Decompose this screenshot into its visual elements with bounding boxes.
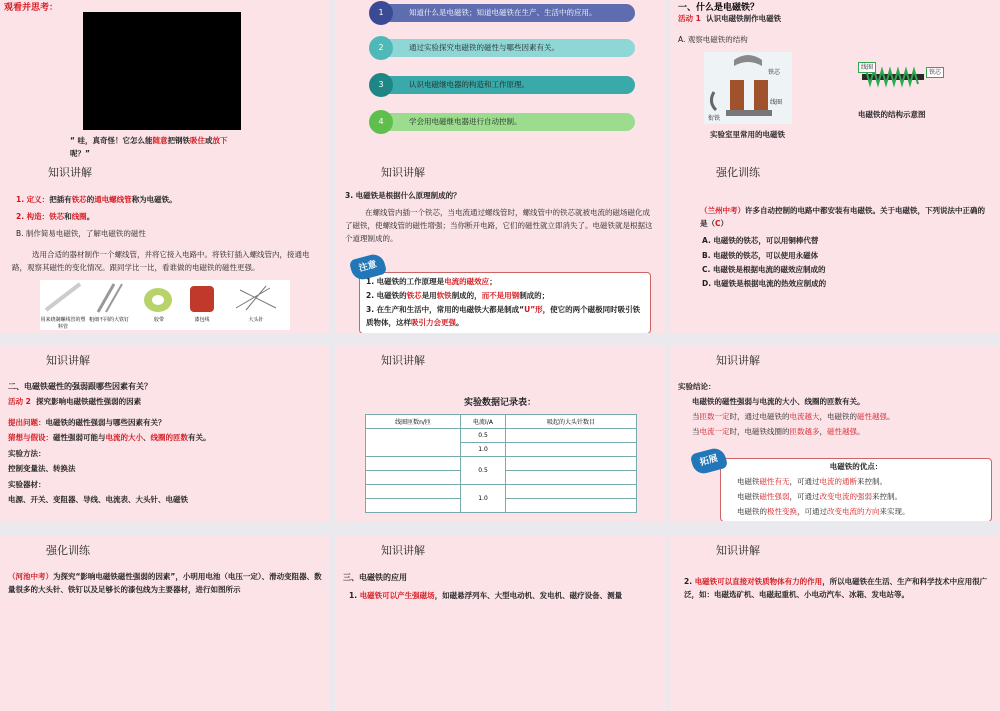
label-coil-diagram: 线圈 (858, 62, 876, 73)
option-c[interactable]: C. 电磁铁是根据电流的磁效应制成的 (702, 265, 826, 274)
objective-number: 3 (369, 73, 393, 97)
objective-text: 学会用电磁继电器进行自动控制。 (409, 117, 522, 126)
slide-title: 知识讲解 (46, 354, 90, 367)
objective-number: 1 (369, 1, 393, 25)
materials-strip (40, 280, 290, 330)
conclusion-2: 当匝数一定时，通过电磁铁的电流越大，电磁铁的磁性越强。 (692, 412, 895, 421)
question: （河池中考）为探究“影响电磁铁磁性强弱的因素”，小明用电池（电压一定）、滑动变阻器、数量很多的大头针、铁钉以及足够长的漆包线为主要器材，进行如图所示 (8, 572, 322, 594)
caption-nails: 粗细不同的大铁钉 (88, 317, 129, 323)
slide-6 (670, 158, 1000, 333)
advantages-box (720, 458, 992, 521)
table-caption: 实验数据记录表： (463, 398, 536, 408)
advantage-2: 电磁铁磁性强弱，可通过改变电流的强弱来控制。 (737, 492, 902, 501)
advantage-1: 电磁铁磁性有无，可通过电流的通断来控制。 (737, 477, 887, 486)
slide-9 (670, 346, 1000, 521)
instructions: 选用合适的器材制作一个螺线管，并将它接入电路中。将铁钉插入螺线管内，接通电路，观察其磁性的变化情况。跟同学比一比，看谁做的电磁铁的磁性更强。 (12, 250, 310, 272)
caption-pins: 大头针 (248, 317, 264, 323)
table-cell[interactable] (506, 457, 637, 471)
table-cell[interactable] (506, 485, 637, 499)
observe-structure: A. 观察电磁铁的结构 (678, 35, 748, 44)
label-core: 铁芯 (768, 69, 781, 76)
slide-8 (335, 346, 665, 521)
objective-3 (373, 76, 635, 94)
slide-12 (670, 536, 1000, 711)
option-b[interactable]: B. 电磁铁的铁芯，可以使用永磁体 (702, 251, 819, 260)
slide-title: 知识讲解 (381, 166, 425, 179)
slide-7 (0, 346, 330, 521)
hypothesis: 猜想与假设：磁性强弱可能与电流的大小、线圈的匝数有关。 (8, 433, 211, 442)
advantages-title: 电磁铁的优点： (829, 462, 883, 471)
lab-electromagnet-image (704, 52, 792, 124)
slide-title: 强化训练 (716, 166, 760, 179)
table-cell: 0.5 (461, 457, 506, 485)
slide-title: 强化训练 (46, 544, 90, 557)
advantage-3: 电磁铁的极性变换，可通过改变电流的方向来实现。 (737, 507, 910, 516)
method-label: 实验方法： (8, 449, 46, 458)
table-cell[interactable] (366, 429, 461, 457)
table-cell[interactable] (506, 499, 637, 513)
table-header-row (366, 415, 637, 429)
slide-4 (0, 158, 330, 333)
option-a[interactable]: A. 电磁铁的铁芯，可以用铜棒代替 (702, 236, 819, 245)
column-header: 吸起的大头针数目 (506, 415, 637, 429)
video-player[interactable] (83, 12, 241, 130)
video-caption: “ 哇，真奇怪！它怎么能随意把钢铁吸住或放下 呢？” (70, 136, 228, 158)
raise-question: 提出问题：电磁铁的磁性强弱与哪些因素有关？ (8, 418, 166, 427)
application-2: 2. 电磁铁可以直接对铁质物体有力的作用，所以电磁铁在生活、生产和科学技术中应用很广泛，如：电磁选矿机、电磁起重机、小电动汽车、冰箱、发电站等。 (684, 577, 988, 599)
slide-title: 知识讲解 (716, 544, 760, 557)
label-armature: 衔铁 (708, 115, 721, 122)
objective-text: 认识电磁继电器的构造和工作原理。 (409, 80, 529, 89)
table-cell[interactable] (366, 471, 461, 485)
method-text: 控制变量法、转换法 (8, 464, 76, 473)
label-coil: 线圈 (770, 99, 783, 106)
objective-4 (373, 113, 635, 131)
slide-title: 知识讲解 (48, 166, 92, 179)
slide-3 (670, 0, 1000, 175)
section-heading: 三、电磁铁的应用 (343, 573, 407, 582)
slide-1 (0, 0, 330, 175)
data-table-wrapper (365, 414, 637, 513)
equipment-text: 电源、开关、变阻器、导线、电流表、大头针、电磁铁 (8, 495, 188, 504)
definition: 1. 定义：把插有铁芯的通电螺线管称为电磁铁。 (16, 195, 177, 204)
conclusion-3: 当电流一定时，电磁铁线圈的匝数越多，磁性越强。 (692, 427, 865, 436)
objective-number: 2 (369, 36, 393, 60)
slide-title: 知识讲解 (381, 544, 425, 557)
application-1: 1. 电磁铁可以产生强磁场，如磁悬浮列车、大型电动机、发电机、磁疗设备、测量 (349, 591, 623, 600)
table-row (366, 485, 637, 499)
caption-tape: 胶带 (153, 317, 164, 323)
structure: 2. 构造：铁芯和线圈。 (16, 212, 95, 221)
activity-1: 活动 1 认识电磁铁制作电磁铁 (678, 14, 782, 23)
objective-text: 知道什么是电磁铁；知道电磁铁在生产、生活中的应用。 (409, 8, 597, 17)
table-cell[interactable] (506, 429, 637, 443)
objective-text: 通过实验探究电磁铁的磁性与哪些因素有关。 (409, 43, 559, 52)
column-header: 线圈匝数n/匝 (366, 415, 461, 429)
section-heading: 二、电磁铁磁性的强弱跟哪些因素有关？ (8, 382, 152, 391)
data-table (365, 414, 637, 513)
table-cell[interactable] (506, 443, 637, 457)
table-cell[interactable] (366, 499, 461, 513)
section-heading: 一、什么是电磁铁？ (678, 3, 760, 13)
caption-tube: 用来绕制螺线管的塑料管 (40, 317, 86, 330)
conclusion-label: 实验结论： (678, 382, 716, 391)
label-core-diagram: 铁芯 (926, 67, 944, 78)
table-row (366, 457, 637, 471)
objective-1 (373, 4, 635, 22)
slide-title: 知识讲解 (381, 354, 425, 367)
caption-lab: 实验室里常用的电磁铁 (710, 130, 785, 139)
equipment-label: 实验器材： (8, 480, 46, 489)
note-box (359, 272, 651, 333)
objective-number: 4 (369, 110, 393, 134)
table-cell[interactable] (506, 471, 637, 485)
activity-2: 活动 2 探究影响电磁铁磁性强弱的因素 (8, 397, 142, 406)
slide-10 (0, 536, 330, 711)
make-electromagnet: B. 制作简易电磁铁，了解电磁铁的磁性 (16, 229, 146, 238)
table-cell[interactable] (366, 457, 461, 471)
caption-diagram: 电磁铁的结构示意图 (858, 110, 926, 119)
principle-paragraph: 在螺线管内插一个铁芯，当电流通过螺线管时，螺线管中的铁芯就被电流的磁场磁化成了磁铁，使螺线管的磁性增强；当你断开电路，它们的磁性就立即消失了。电磁铁就是根据这个道理制成的。 (345, 208, 653, 243)
table-cell: 0.5 (461, 429, 506, 443)
note-3: 3. 在生产和生活中，常用的电磁铁大都是制成“U”形，使它的两个磁极同时吸引铁质物体，这样吸引力会更强。 (366, 305, 641, 327)
table-cell: 1.0 (461, 443, 506, 457)
slide-title: 知识讲解 (716, 354, 760, 367)
objective-2 (373, 39, 635, 57)
table-cell: 1.0 (461, 485, 506, 513)
note-1: 1. 电磁铁的工作原理是电流的磁效应； (366, 277, 497, 286)
question: （兰州中考）许多自动控制的电路中都安装有电磁铁。关于电磁铁，下列说法中正确的是（C） (700, 206, 985, 228)
materials-icons (40, 280, 290, 316)
note-2: 2. 电磁铁的铁芯是用软铁制成的，而不是用钢制成的； (366, 291, 550, 300)
option-d[interactable]: D. 电磁铁是根据电流的热效应制成的 (702, 279, 827, 288)
caption-wire: 漆包线 (194, 317, 210, 323)
extension-tag: 拓展 (690, 446, 729, 476)
slide-11 (335, 536, 665, 711)
slide-5 (335, 158, 665, 333)
table-row (366, 429, 637, 443)
note-tag: 注意 (349, 252, 388, 282)
slide-2 (335, 0, 665, 175)
conclusion-1: 电磁铁的磁性强弱与电流的大小、线圈的匝数有关。 (692, 397, 865, 406)
principle-question: 3. 电磁铁是根据什么原理制成的？ (345, 191, 461, 200)
column-header: 电流I/A (461, 415, 506, 429)
watch-heading: 观看并思考： (4, 3, 59, 13)
table-cell[interactable] (366, 485, 461, 499)
